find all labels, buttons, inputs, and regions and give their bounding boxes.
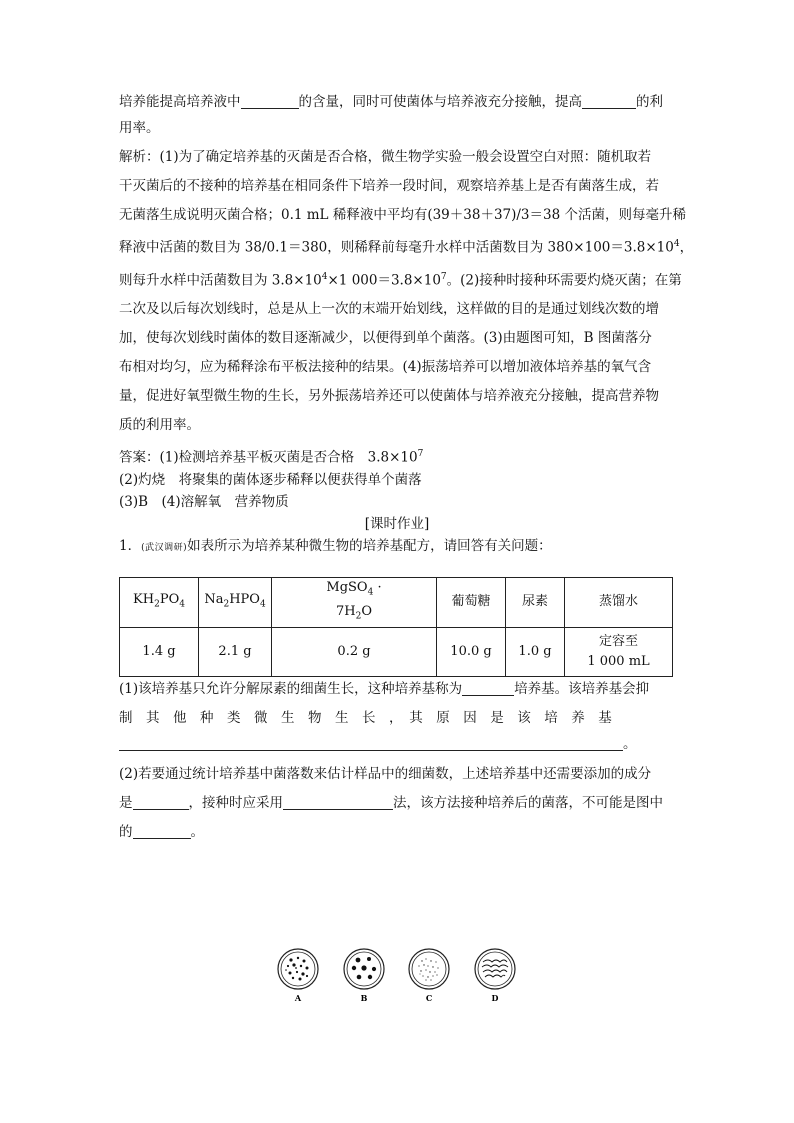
intro-line-1	[119, 93, 675, 111]
analysis-text: 释液中活菌的数目为 38/0.1＝380，则稀释前每毫升水样中活菌数目为 380×100＝3.8×10	[119, 239, 674, 256]
formula-part: 7H	[335, 604, 356, 620]
analysis-text: 则每升水样中活菌数目为 3.8×10	[119, 272, 322, 288]
answer-line: (2)灼烧 将聚集的菌体逐步稀释以便获得单个菌落	[119, 471, 422, 488]
blank-oxygen	[241, 94, 299, 109]
question-1-part-1	[119, 680, 675, 753]
blank-medium-type	[462, 681, 514, 696]
section-title: [课时作业]	[364, 515, 430, 532]
analysis-line: 质的利用率。	[119, 417, 200, 433]
formula-part: Na	[204, 591, 224, 607]
q1-2-line	[119, 794, 675, 812]
formula-part: HPO	[229, 591, 260, 607]
table-header-cell: 蒸馏水	[565, 577, 673, 627]
q1-2-line: (2)若要通过统计培养基中菌落数来估计样品中的细菌数，上述培养基中还需要添加的成分	[119, 765, 652, 782]
table-cell: 2.1 g	[199, 627, 272, 676]
blank-ingredient	[133, 795, 189, 810]
intro-line-2: 用率。	[119, 120, 160, 136]
blank-utilization	[582, 94, 636, 109]
table-cell: 0.2 g	[272, 627, 437, 676]
analysis-line: 干灭菌后的不接种的培养基在相同条件下培养一段时间，观察培养基上是否有菌落生成，若	[119, 178, 659, 194]
analysis-text: ×1 000＝3.8×10	[327, 272, 441, 288]
intro-text-b: 的含量，同时可使菌体与培养液充分接触，提高	[298, 94, 582, 110]
dish-label-b: B	[360, 993, 368, 1003]
document-body	[119, 93, 694, 841]
q1-1-line: 制 其 他 种 类 微 生 物 生 长 ， 其 原 因 是 该 培 养 基	[119, 709, 612, 726]
petri-dish-figure	[276, 946, 526, 1006]
table-cell: 1.4 g	[120, 627, 199, 676]
q-text: (1)该培养基只允许分解尿素的细菌生长，这种培养基称为	[119, 680, 463, 697]
analysis-text: 。(2)接种时接种环需要灼烧灭菌；在第	[446, 272, 682, 288]
formula-part: ·	[377, 579, 382, 595]
table-header-cell: 尿素	[506, 577, 565, 627]
analysis-line: 量，促进好氧型微生物的生长，另外振荡培养还可以使菌体与培养液充分接触，提高营养物	[119, 388, 659, 404]
q1-1-line	[119, 680, 675, 698]
table-row	[120, 627, 673, 676]
superscript: 7	[417, 449, 424, 459]
subscript: 2	[154, 599, 160, 610]
superscript: 4	[321, 271, 328, 282]
subscript: 4	[259, 599, 266, 610]
dish-c	[409, 949, 449, 989]
q-text: 是	[119, 794, 133, 811]
formula-part: KH	[133, 591, 155, 607]
analysis-line: 解析：(1)为了确定培养基的灭菌是否合格，微生物学实验一般会设置空白对照：随机取若	[119, 149, 652, 165]
analysis-line	[119, 235, 694, 257]
analysis-line: 布相对均匀，应为稀释涂布平板法接种的结果。(4)振荡培养可以增加液体培养基的氧气含	[119, 359, 652, 375]
subscript: 2	[223, 599, 230, 610]
blank-method	[283, 795, 393, 810]
q1-1-line	[119, 735, 675, 753]
analysis-line: 二次及以后每次划线时，总是从上一次的末端开始划线，这样做的目的是通过划线次数的增	[119, 301, 659, 317]
table-header-cell: 葡萄糖	[437, 577, 506, 627]
dish-label-a: A	[294, 993, 302, 1003]
cell-text: 1 000 mL	[587, 653, 650, 669]
question-number: 1．	[119, 537, 142, 554]
analysis-line: 无菌落生成说明灭菌合格；0.1 mL 稀释液中平均有(39＋38＋37)/3＝38 个活菌，则每毫升稀	[119, 207, 686, 223]
intro-text-c: 的利	[636, 94, 663, 110]
q-text: 培养基。该培养基会抑	[514, 680, 650, 697]
answer-line: (3)B (4)溶解氧 营养物质	[119, 493, 289, 510]
dish-d	[475, 949, 515, 989]
table-cell: 10.0 g	[437, 627, 506, 676]
q-text: 。	[190, 823, 204, 840]
analysis-text: ，	[679, 239, 694, 256]
dish-label-d: D	[491, 993, 499, 1003]
table-header-cell	[120, 577, 199, 627]
question-1-part-2	[119, 765, 675, 841]
superscript: 4	[673, 239, 680, 249]
q-text: 。	[623, 735, 637, 752]
table-cell	[565, 627, 673, 676]
q-text: 法，该方法接种培养后的菌落，不可能是图中	[393, 794, 663, 811]
answer-block	[119, 445, 675, 511]
blank-reason	[119, 736, 623, 751]
superscript: 7	[440, 271, 447, 282]
analysis-line	[119, 268, 682, 290]
dish-label-c: C	[425, 993, 433, 1003]
subscript: 4	[179, 599, 185, 610]
dish-a	[278, 949, 318, 989]
formula-part: O	[361, 604, 372, 620]
q1-2-line	[119, 823, 675, 841]
table-cell: 1.0 g	[506, 627, 565, 676]
question-text: 如表所示为培养某种微生物的培养基配方，请回答有关问题：	[187, 537, 552, 554]
table-header-cell	[272, 577, 437, 627]
blank-figure	[133, 824, 191, 839]
intro-text-a: 培养能提高培养液中	[119, 94, 241, 110]
subscript: 2	[355, 611, 362, 622]
question-1-stem	[119, 537, 675, 557]
dish-b	[344, 949, 384, 989]
answer-line	[119, 445, 675, 467]
cell-text: 定容至	[598, 633, 638, 649]
analysis-block	[119, 148, 694, 434]
subscript: 4	[367, 587, 374, 598]
formula-part: PO	[159, 591, 180, 607]
medium-table	[119, 577, 673, 677]
analysis-line: 加，使每次划线时菌体的数目逐渐减少，以便得到单个菌落。(3)由题图可知，B 图菌落分	[119, 330, 652, 346]
table-header-cell	[199, 577, 272, 627]
answer-text: 答案：(1)检测培养基平板灭菌是否合格 3.8×10	[119, 449, 418, 466]
source-tag: (武汉调研)	[141, 542, 188, 553]
q-text: ，接种时应采用	[188, 794, 283, 811]
q-text: 的	[119, 823, 133, 840]
formula-part: MgSO	[326, 579, 368, 595]
table-header-row	[120, 577, 673, 627]
